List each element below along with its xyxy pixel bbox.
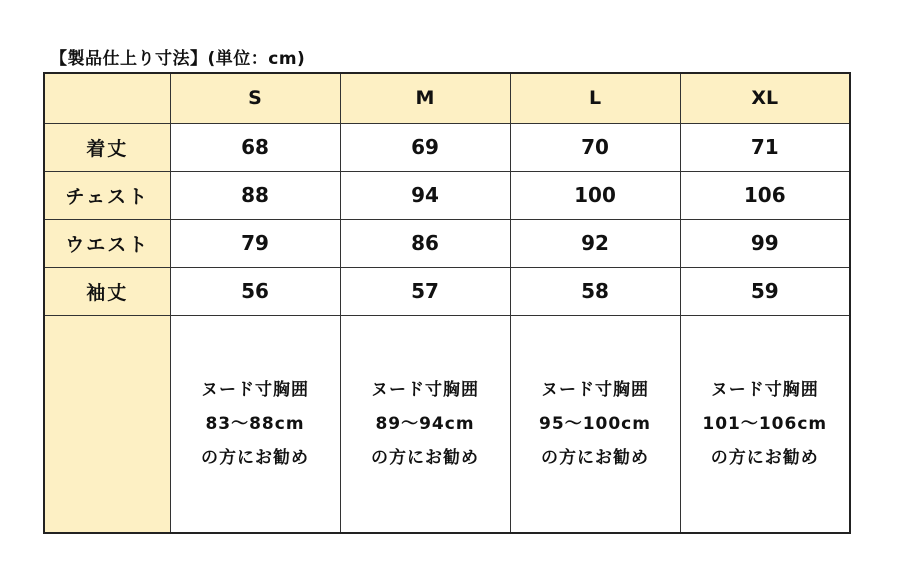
table-cell: 92: [510, 219, 680, 267]
recommendation-range: 89～94cm: [375, 413, 475, 434]
recommendation-line: ヌード寸胸囲: [371, 379, 479, 400]
row-label-waist: ウエスト: [44, 219, 170, 267]
recommendation-cell-l: [510, 315, 680, 533]
size-header-m: M: [340, 73, 510, 123]
table-row: [44, 171, 850, 219]
table-cell: 69: [340, 123, 510, 171]
table-row: [44, 123, 850, 171]
recommendation-range: 83～88cm: [205, 413, 305, 434]
recommendation-line: の方にお勧め: [541, 447, 649, 468]
table-title: 【製品仕上り寸法】(単位：cm): [50, 49, 306, 69]
table-cell: 59: [680, 267, 850, 315]
recommendation-cell-s: [170, 315, 340, 533]
row-label-length: 着丈: [44, 123, 170, 171]
table-cell: 56: [170, 267, 340, 315]
header-row: [44, 73, 850, 123]
size-header-s: S: [170, 73, 340, 123]
table-cell: 88: [170, 171, 340, 219]
recommendation-line: ヌード寸胸囲: [710, 379, 819, 400]
recommendation-row: [44, 315, 850, 533]
table-cell: 100: [510, 171, 680, 219]
table-row: [44, 267, 850, 315]
recommendation-label-cell: [44, 315, 170, 533]
recommendation-line: の方にお勧め: [710, 447, 819, 468]
table-cell: 79: [170, 219, 340, 267]
recommendation-line: ヌード寸胸囲: [201, 379, 309, 400]
recommendation-cell-m: [340, 315, 510, 533]
row-label-sleeve: 袖丈: [44, 267, 170, 315]
table-cell: 58: [510, 267, 680, 315]
recommendation-cell-xl: [680, 315, 850, 533]
table-cell: 106: [680, 171, 850, 219]
recommendation-line: の方にお勧め: [201, 447, 309, 468]
corner-cell: [44, 73, 170, 123]
table-row: [44, 219, 850, 267]
table-cell: 99: [680, 219, 850, 267]
table-cell: 86: [340, 219, 510, 267]
row-label-chest: チェスト: [44, 171, 170, 219]
size-header-l: L: [510, 73, 680, 123]
size-table: [43, 72, 851, 534]
recommendation-range: 101～106cm: [702, 413, 828, 434]
recommendation-line: の方にお勧め: [371, 447, 479, 468]
recommendation-range: 95～100cm: [539, 413, 651, 434]
size-header-xl: XL: [680, 73, 850, 123]
table-cell: 94: [340, 171, 510, 219]
table-cell: 70: [510, 123, 680, 171]
table-cell: 68: [170, 123, 340, 171]
table-cell: 71: [680, 123, 850, 171]
recommendation-line: ヌード寸胸囲: [541, 379, 649, 400]
table-cell: 57: [340, 267, 510, 315]
